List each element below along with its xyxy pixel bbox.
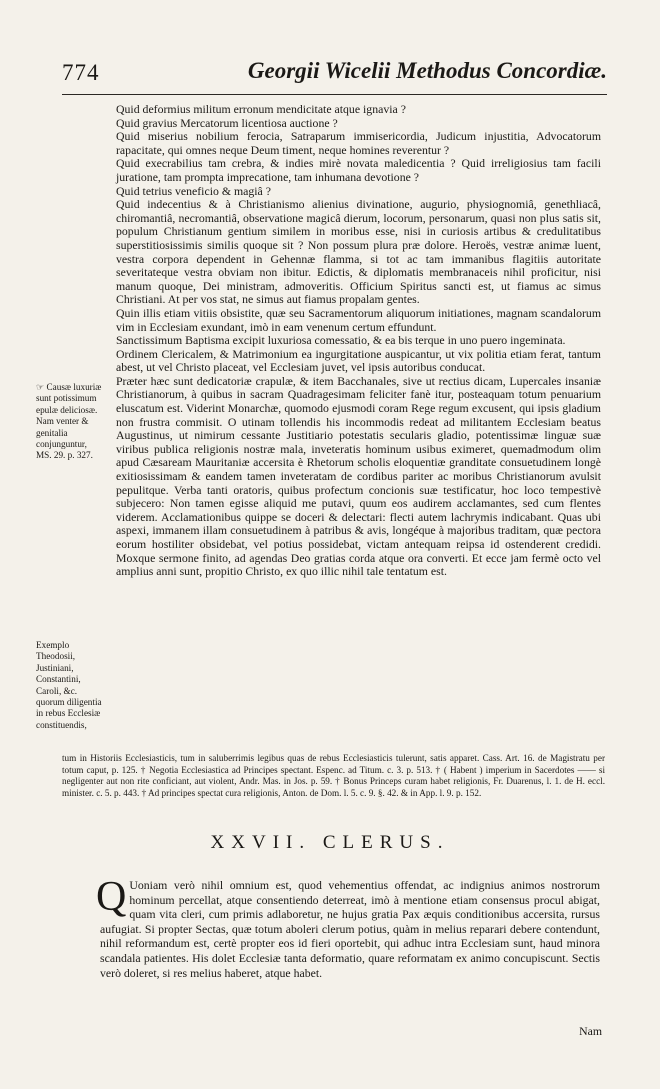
paragraph: Quid miserius nobilium ferocia, Satraparum immisericordia, Judicum injustitia, Advocatorum rapacitate, qui omnes neque Deum timent, neque homines reverentur ?: [116, 129, 601, 157]
footnote-text: tum in Historiis Ecclesiasticis, tum in saluberrimis legibus quas de rebus Ecclesiasticis tulerunt, satis apparet. Cass. Art. 16. de Magistratu per totum caput, p. 125. † Negotia Ecclesiastica ad Principes spectant. Espenc. ad Titum. c. 3. p. 513. † ( Habent ) imperium in Sacerdotes —— si negligenter aut non rite conficiant, aut violent, Andr. Mas. in Jos. p. 59. † Bonus Princeps curam habet religionis, Fr. Duarenus, l. 1. de H. eccl. minister. c. 5. p. 443. † Ad principes spectat cura religionis, Anton. de Dom. l. 5. c. 9. §. 42. & in App. l. 9. p. 152.: [62, 753, 605, 798]
section-heading: XXVII. CLERUS.: [210, 832, 450, 853]
running-title: Georgii Wicelii Methodus Concordiæ.: [247, 58, 607, 83]
margin-note-luxury: ☞ Causæ luxuriæ sunt potissimum epulæ deliciosæ. Nam venter & genitalia conjunguntur, MS. 29. p. 327.: [36, 382, 102, 461]
page-number: 774: [62, 60, 100, 85]
paragraph: Quid tetrius veneficio & magiâ ?: [116, 183, 271, 198]
page-header: [62, 58, 607, 95]
footnotes: [62, 753, 605, 799]
paragraph: Præter hæc sunt dedicatoriæ crapulæ, & item Bacchanales, sive ut rectius dicam, Lupercales insaniæ Christianorum, à quibus in sacram Quadragesimam feliciter fanè itur, posteaquam totum penuarium eluscatum est. Viderint Monarchæ, quomodo ejusmodi coram Rege regum excusent, qui ipsis gladium non frustra commisit. O utinam tollendis his incommodis redeat ad militantem Ecclesiam beatus Augustinus, ut nimirum cessante Justitiario potestatis secularis gladio, potentissimæ linguæ suæ viribus publica religionis nostræ mala, inveteratis hominum usibus eximeret, quemadmodum olim apud Cæsaream Mauritaniæ accersita è Rhetorum scholis eloquentiæ granditate consuetudinem longè exitiosissimam & eandem tamen inveteratam de cordibus pariter ac moribus Christianorum avulsit pepulitque. Verba tanti oratoris, quibus profectum concionis suæ testificatur, hoc loco tempestivè subjecero: Non tamen egisse aliquid me putavi, quum eos audirem acclamantes, sed cum flentes viderem. Acclamationibus quippe se doceri & delectari: flecti autem lachrymis indicabant. Quas ubi aspexi, immanem illam consuetudinem à patribus & avis, longéque à majoribus traditam, quæ pectora eorum hostiliter obsidebat, vel potius possidebat, victam antequam reipsa id ostenderent credidi. Moxque sermone finito, ad agendas Deo gratias corda atque ora converti. Et ecce jam fermè octo vel amplius anni sunt, propitio Christo, ex quo illic nihil tale tentatum est.: [116, 373, 601, 579]
section-paragraph: Uoniam verò nihil omnium est, quod vehementius offendat, ac indignius animos nostrorum hominum percellat, atque consentiendo deterreat, imò à mentione etiam consensus procul abigat, quam vita cleri, cum primis adlaboretur, ne hujus gratia Pax æquis conditionibus accersita, rursus aufugiat. Si propter Sectas, quæ totum aboleri clerum potius, quàm in melius reparari debere contendunt, nihil reformandum est, certè propter eos id fieri oportebit, qui adhuc intra Ecclesiam sunt, haud minora scandala patientes. His dolet Ecclesiæ tanta deformatio, quare reformatam ex animo concupiscunt. Sectis verò doleret, si res melius haberet, atque habet.: [100, 878, 600, 980]
drop-cap: Q: [96, 874, 127, 920]
paragraph: Quid indecentius & à Christianismo alienius divinatione, augurio, physiognomiâ, genethliacâ, chiromantiâ, necromantiâ, observatione magicâ dierum, locorum, personarum, quasi non plus satis sit, populum Christianum gentium similem in moribus esse, nisi in curiosis artibus & credulitatibus superstitiosissimis similis quoque sit ? Non possum plura præ dolore. Heroës, vestræ animæ luent, vestra corpora dependent in Gehennæ flamma, si tot ac tam immanibus flagitiis autoritate severitateque vestra obviam non ibitur. Edictis, & diplomatis membranaceis nihil proficitur, nisi manum quoque, Dei ministram, admoveritis. Officium Spiritus sancti est, ut fiamus ac simus Christiani. At per vos stat, ne simus aut fiamus propalam gentes.: [116, 197, 601, 307]
paragraph: Sanctissimum Baptisma excipit luxuriosa comessatio, & ea bis terque in uno puero ingeminata.: [116, 333, 566, 348]
main-text: [116, 103, 601, 579]
paragraph: Quin illis etiam vitiis obsistite, quæ seu Sacramentorum aliquorum initiationes, magnam scandalorum vim in Ecclesiam exundant, imò in eam venenum certum effundunt.: [116, 305, 601, 334]
paragraph: Quid deformius militum erronum mendicitate atque ignavia ?: [116, 102, 406, 116]
margin-note-examples: Exemplo Theodosii, Justiniani, Constantini, Caroli, &c. quorum diligentia in rebus Ecclesiæ constituendis,: [36, 640, 102, 730]
paragraph: Quid execrabilius tam crebra, & indies mirè novata maledicentia ? Quid irreligiosius tam facili juratione, tam prompta imprecatione, tam inhumana devotione ?: [116, 156, 601, 184]
catchword: Nam: [579, 1024, 602, 1038]
paragraph: Quid gravius Mercatorum licentiosa auctione ?: [116, 115, 338, 130]
section-body: [96, 874, 600, 980]
paragraph: Ordinem Clericalem, & Matrimonium ea ingurgitatione auspicantur, ut vix politia etiam ferat, tantum abest, ut vel Christo placeat, vel Ecclesiam juvet, vel ipsis autoribus conducat.: [116, 346, 601, 375]
